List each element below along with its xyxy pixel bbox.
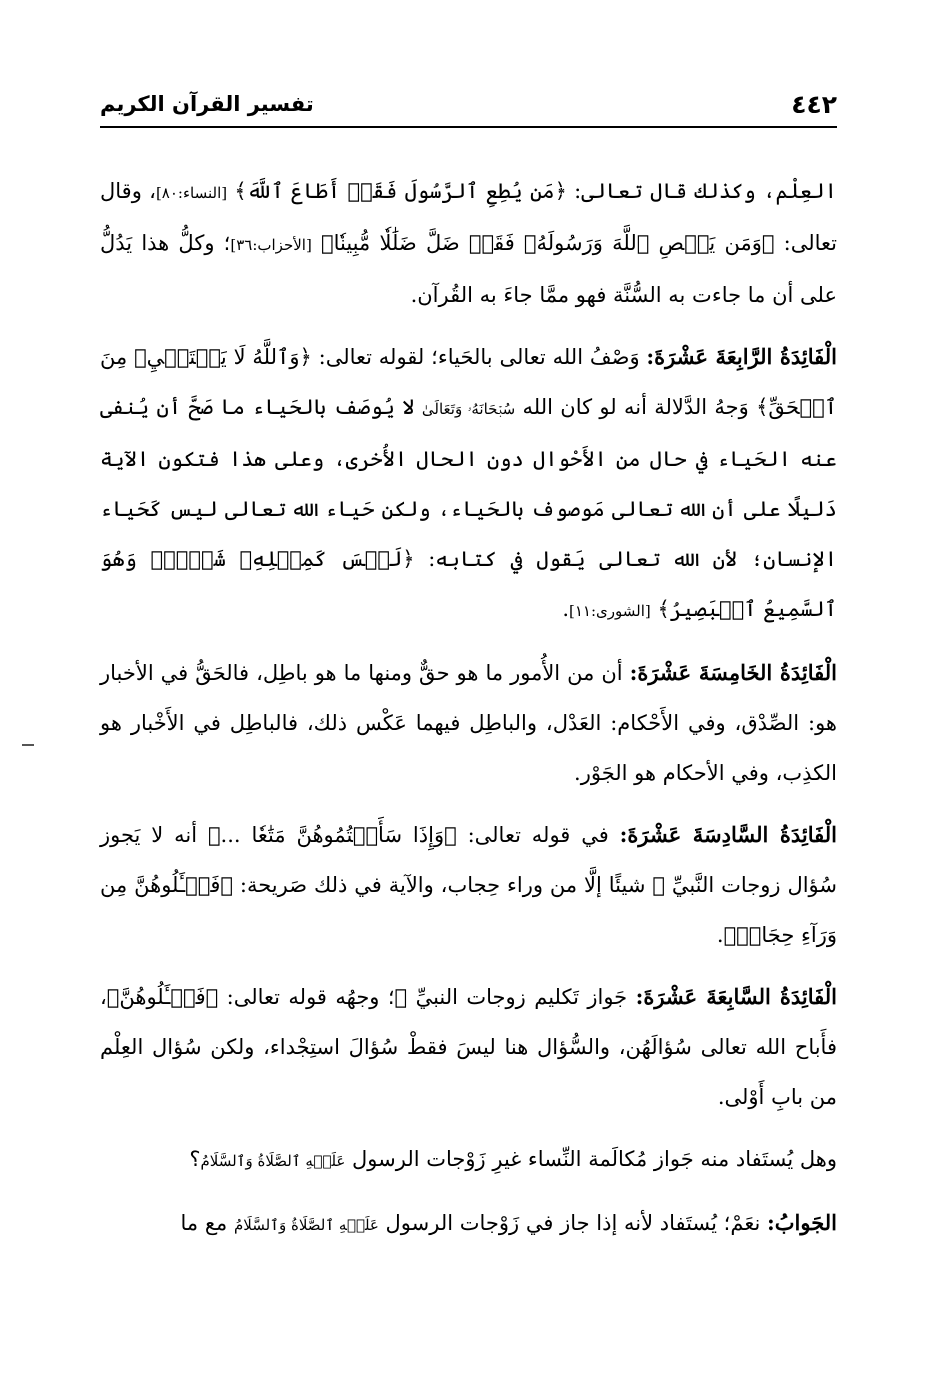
page-header	[100, 86, 837, 128]
quran-verse: ﴿وَإِذَا سَأَلۡتُمُوهُنَّ مَتَٰعٗا ...﴾	[207, 823, 457, 847]
quran-verse: ﴿وَٱللَّهُ لَا يَسۡتَحۡيِۦ مِنَ ٱلۡحَقِّ﴾	[100, 345, 838, 419]
quran-verse: ﴿مَن يُطِعِ ٱلرَّسُولَ فَقَدۡ أَطَاعَ ٱللَّهَ﴾	[234, 179, 567, 203]
benefit-heading: الْفَائِدَةُ الرَّابِعَةَ عَشْرَةَ:	[646, 344, 837, 369]
margin-mark	[22, 744, 34, 746]
answer-heading: الجَوابُ:	[767, 1210, 837, 1235]
paragraph-1: العِلْم، وكذلك قال تعالى: ﴿مَن يُطِعِ ٱلرَّسُولَ فَقَدۡ أَطَاعَ ٱللَّهَ﴾ [النساء:٨٠]، وقال تعالى: ﴿وَمَن يَعۡصِ ٱللَّهَ وَرَسُولَهُۥ فَقَدۡ ضَلَّ ضَلَٰلٗا مُّبِينٗا﴾ [الأحزاب:٣٦]؛ وكلُّ هذا يَدُلُّ على أن ما جاءت به السُّنَّة فهو ممَّا جاءَ به القُرآن.	[100, 179, 837, 307]
benefit-heading: الْفَائِدَةُ الخَامِسَةَ عَشْرَةَ:	[629, 660, 838, 685]
benefit-heading: الْفَائِدَةُ السَّادِسَةَ عَشْرَةَ:	[619, 822, 837, 847]
honorific-phrase: عَلَيۡهِ ٱلصَّلَاةُ وَٱلسَّلَامُ	[233, 1216, 379, 1234]
quran-verse: ﴿وَمَن يَعۡصِ ٱللَّهَ وَرَسُولَهُۥ فَقَدۡ ضَلَّ ضَلَٰلٗا مُّبِينٗا﴾	[321, 231, 775, 255]
paragraph-benefit-15: الْفَائِدَةُ الخَامِسَةَ عَشْرَةَ: أن من الأُمور ما هو حقٌّ ومنها ما هو باطِل، فالحَقُّ في الأخبار هو: الصِّدْق، وفي الأَحْكام: العَدْل، والباطِل فيهما عَكْس ذلك، فالباطِل في الأَخْبار هو الكذِب، وفي الأحكام هو الجَوْر.	[100, 660, 838, 785]
verse-reference: [الشورى:١١]	[569, 602, 651, 620]
paragraph-benefit-17: الْفَائِدَةُ السَّابِعَةَ عَشْرَةَ: جَواز تَكليم زوجات النبيِّ ﷺ؛ وجهُه قوله تعالى: ﴿فَسۡـَٔلُوهُنَّ﴾، فأَباح الله تعالى سُؤالَهُن، والسُّؤال هنا ليسَ فقطْ سُؤالَ استِجْداء، ولكن سُؤال العِلْم من بابِ أَوْلى.	[100, 984, 838, 1109]
benefit-heading: الْفَائِدَةُ السَّابِعَةَ عَشْرَةَ:	[635, 984, 838, 1009]
quran-verse: ﴿فَسۡـَٔلُوهُنَّ مِن وَرَآءِ حِجَابٖ﴾	[100, 873, 837, 947]
quran-verse: ﴿لَيۡسَ كَمِثۡلِهِۦ شَيۡءٞۖ وَهُوَ ٱلسَّمِيعُ ٱلۡبَصِيرُ﴾	[100, 547, 837, 621]
honorific-phrase: سُبۡحَانَهُۥ وَتَعَالَىٰ	[421, 400, 516, 418]
page-number: ٤٤٢	[791, 90, 837, 119]
paragraph-benefit-16: الْفَائِدَةُ السَّادِسَةَ عَشْرَةَ: في قوله تعالى: ﴿وَإِذَا سَأَلۡتُمُوهُنَّ مَتَٰعٗا ...﴾ أنه لا يَجوز سُؤال زوجات النَّبيِّ ﷺ شيئًا إلَّا من وراء حِجاب، والآية في ذلك صَريحة: ﴿فَسۡـَٔلُوهُنَّ مِن وَرَآءِ حِجَابٖ﴾.	[100, 822, 837, 947]
verse-reference: [النساء:٨٠]	[155, 184, 228, 202]
honorific-phrase: عَلَيۡهِ ٱلصَّلَاةُ وَٱلسَّلَامُ	[200, 1152, 346, 1170]
verse-reference: [الأحزاب:٣٦]	[230, 236, 312, 254]
paragraph-answer: الجَوابُ: نعَمْ؛ يُستَفاد لأنه إذا جاز في زَوْجات الرسول عَلَيۡهِ ٱلصَّلَاةُ وَٱلسَّلَامُ مع ما	[180, 1210, 837, 1235]
page-body	[100, 166, 837, 1262]
paragraph-question: وهل يُستَفاد منه جَواز مُكالَمة النِّساء غيرِ زَوْجات الرسول عَلَيۡهِ ٱلصَّلَاةُ وَٱلسَّلَامُ؟	[189, 1147, 837, 1171]
book-title: تفسير القرآن الكريم	[100, 92, 314, 116]
salawat-symbol: ﷺ	[394, 985, 408, 1009]
paragraph-benefit-14: الْفَائِدَةُ الرَّابِعَةَ عَشْرَةَ: وَصْفُ الله تعالى بالحَياء؛ لقوله تعالى: ﴿وَٱللَّهُ لَا يَسۡتَحۡيِۦ مِنَ ٱلۡحَقِّ﴾ وَجهُ الدَّلالة أنه لو كان الله سُبۡحَانَهُۥ وَتَعَالَىٰ لا يُوصَف بالحَياء ما صَحَّ أن يُنفى عنه الحَياء في حال من الأَحْوال دون الحال الأُخرى، وعلى هذا فتكون الآية دَليلًا على أن الله تعالى مَوصوف بالحَياء، ولكن حَياء الله تعالى ليس كَحَياء الإنسان؛ لأن الله تعالى يَقول في كتابه: ﴿لَيۡسَ كَمِثۡلِهِۦ شَيۡءٞۖ وَهُوَ ٱلسَّمِيعُ ٱلۡبَصِيرُ﴾ [الشورى:١١].	[100, 344, 838, 621]
quran-verse: ﴿فَسۡـَٔلُوهُنَّ﴾	[106, 985, 219, 1009]
salawat-symbol: ﷺ	[652, 873, 665, 897]
